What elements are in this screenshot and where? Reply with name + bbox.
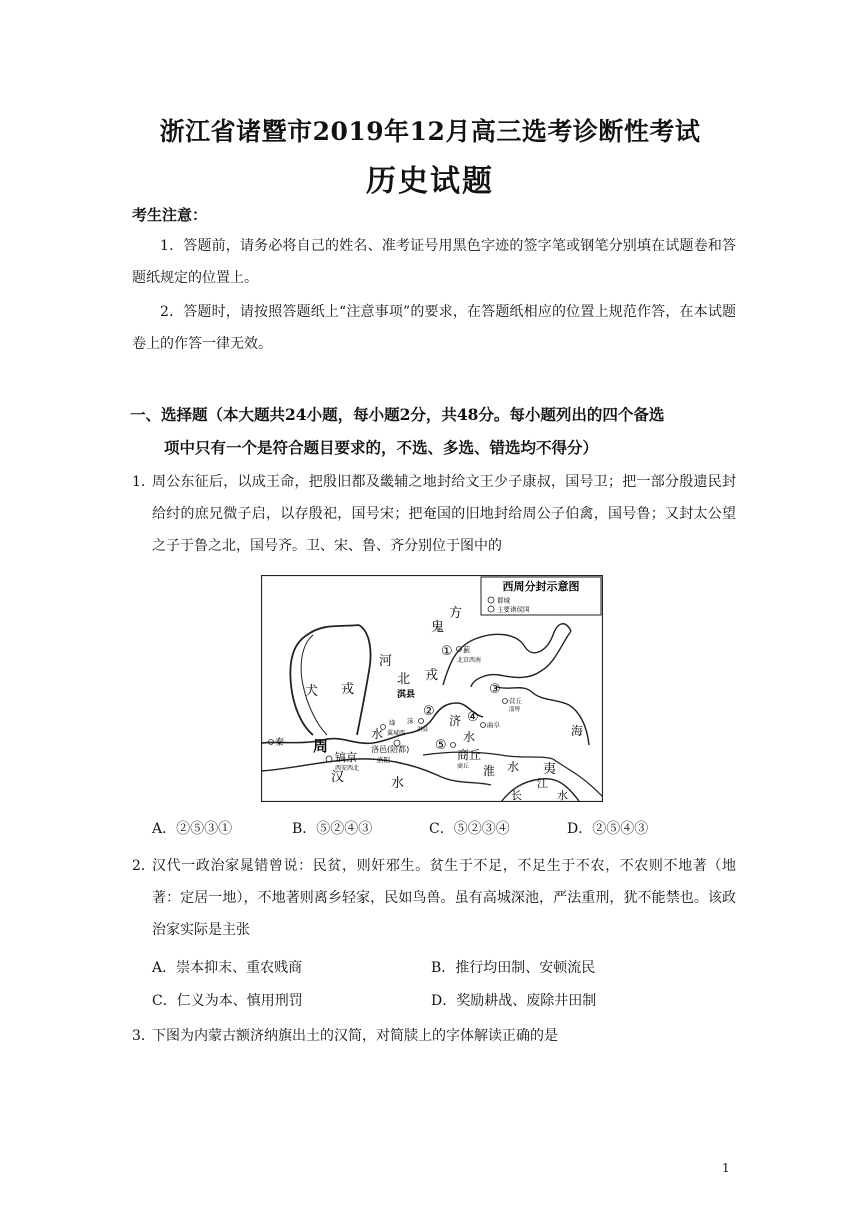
- map-label-qin: 秦: [275, 738, 285, 748]
- option-d[interactable]: D．奖励耕战、废除井田制: [431, 993, 597, 1009]
- option-b[interactable]: B．⑤②④③: [292, 821, 373, 837]
- map-label-bei: 北: [397, 672, 411, 687]
- map-label-shui-huai: 水: [507, 760, 520, 774]
- map-label-shui-han: 水: [391, 776, 405, 791]
- section-heading-line1: 一、选择题（本大题共24小题，每小题2分，共48分。每小题列出的四个备选: [130, 405, 665, 424]
- map-label-ji: 蓟: [463, 646, 470, 654]
- map-label-mo-sub: 淇县: [417, 727, 429, 733]
- option-a[interactable]: A．崇本抑末、重农贱商: [152, 960, 303, 976]
- map-num-3: ③: [489, 682, 501, 697]
- option-a[interactable]: A．②⑤③①: [152, 821, 233, 837]
- map-label-jiang: 绛: [389, 719, 396, 727]
- question-number: 3．: [132, 1028, 155, 1044]
- map-label-yingqiu: 营丘: [509, 697, 522, 705]
- map-label-shui-1: 水: [371, 727, 384, 741]
- map-label-luoyi: 洛邑(陪都): [371, 745, 410, 754]
- map-label-quan: 犬: [305, 684, 319, 699]
- map-label-yi: 夷: [543, 762, 557, 777]
- map-label-qixian: 淇县: [397, 690, 416, 700]
- notice-item-2: 2．答题时，请按照答题纸上“注意事项”的要求，在答题纸相应的位置上规范作答，在本试题卷上的作答一律无效。: [132, 304, 736, 352]
- map-num-2: ②: [423, 704, 435, 719]
- map-label-zhou: 周: [313, 737, 329, 755]
- question-number: 1．: [132, 474, 155, 490]
- question-1-options: [152, 818, 648, 838]
- question-1: [132, 466, 736, 562]
- map-label-jiang-sub: 翼城西: [387, 730, 406, 737]
- map-label-shui-jiang: 水: [557, 789, 568, 802]
- question-3: [132, 1020, 736, 1052]
- map-label-ji-river: 济: [449, 714, 462, 728]
- map-label-rong-2: 戎: [341, 682, 355, 697]
- question-stem: 周公东征后，以成王命，把殷旧都及畿辅之地封给文王少子康叔，国号卫；把一部分殷遗民封给纣的庶兄微子启，以存殷祀，国号宋；把奄国的旧地封给周公子伯禽，国号鲁；又封太公望之子于鲁之北，国号齐。卫、宋、鲁、齐分别位于图中的: [152, 474, 736, 554]
- map-label-chang: 长: [511, 789, 522, 802]
- notice-heading: 考生注意：: [132, 206, 208, 224]
- map-label-haojing: 镐京: [335, 751, 357, 764]
- map-label-jiang-river: 江: [537, 777, 548, 790]
- map-label-guifang-1: 鬼: [431, 620, 445, 635]
- question-stem: 汉代一政治家晁错曾说：民贫，则奸邪生。贫生于不足，不足生于不农，不农则不地著（地著：定居一地），不地著则离乡轻家，民如鸟兽。虽有高城深池，严法重刑，犹不能禁也。该政治家实际是主张: [152, 858, 736, 938]
- map-label-yingqiu-sub: 淄博: [509, 707, 521, 713]
- question-number: 2．: [132, 858, 155, 874]
- question-2: [132, 850, 736, 946]
- map-label-qufu: 曲阜: [487, 721, 500, 729]
- map-label-shangqiu-sub: 商丘: [457, 763, 470, 770]
- map-label-mo: 沫: [407, 717, 414, 725]
- map-title: 西周分封示意图: [502, 580, 580, 593]
- section-heading-line2: 项中只有一个是符合题目要求的，不选、多选、错选均不得分）: [164, 438, 599, 457]
- exam-subject: 历史试题: [366, 164, 494, 199]
- notice-item-1: 1．答题前，请务必将自己的姓名、准考证号用黑色字迹的签字笔或钢笔分别填在试题卷和答题纸规定的位置上。: [132, 238, 736, 286]
- map-label-he: 河: [379, 654, 393, 669]
- map-num-5: ⑤: [435, 738, 447, 753]
- map-label-guifang-2: 方: [449, 606, 463, 621]
- map-label-ji-sub: 北京西南: [457, 657, 482, 664]
- legend-state: 主要诸侯国: [497, 605, 530, 614]
- legend-capital: 都城: [497, 596, 510, 605]
- option-c[interactable]: C．仁义为本、慎用刑罚: [152, 993, 303, 1009]
- map-label-haojing-sub: 西安西北: [335, 765, 360, 772]
- map-label-shui-w: 水: [463, 730, 476, 744]
- exam-title: 浙江省诸暨市2019年12月高三选考诊断性考试: [159, 117, 701, 146]
- map-num-1: ①: [441, 644, 453, 659]
- option-d[interactable]: D．②⑤④③: [567, 821, 649, 837]
- map-num-4: ④: [467, 710, 479, 725]
- western-zhou-map: [261, 575, 603, 802]
- question-stem: 下图为内蒙古额济纳旗出土的汉简，对简牍上的字体解读正确的是: [152, 1028, 558, 1044]
- map-label-rong-1: 戎: [425, 668, 439, 683]
- map-label-luoyi-sub: 洛阳: [377, 756, 390, 764]
- map-label-hai: 海: [571, 724, 584, 738]
- map-label-han: 汉: [331, 770, 345, 785]
- option-b[interactable]: B．推行均田制、安顿流民: [431, 960, 596, 976]
- map-label-shangqiu: 商丘: [457, 748, 482, 762]
- page-number: 1: [722, 1161, 730, 1175]
- map-label-huai: 淮: [483, 764, 496, 778]
- option-c[interactable]: C．⑤②③④: [429, 821, 510, 837]
